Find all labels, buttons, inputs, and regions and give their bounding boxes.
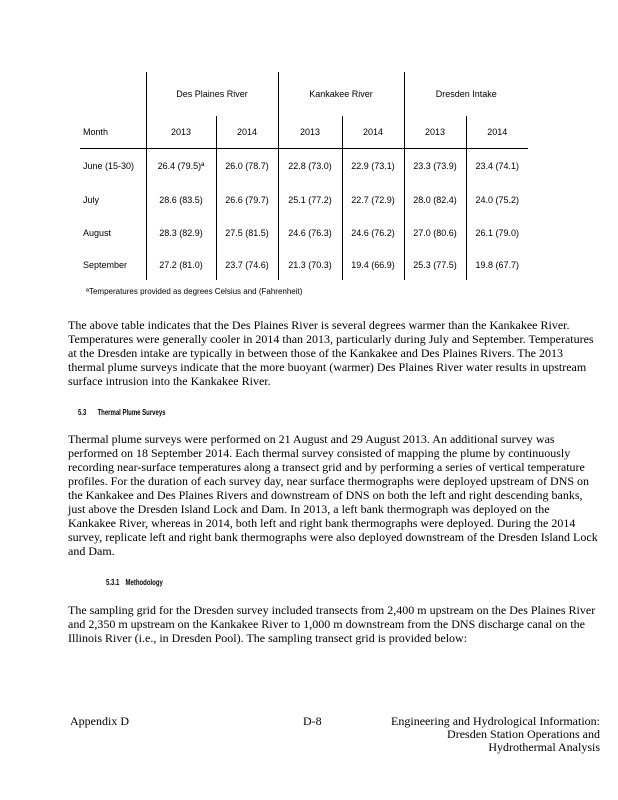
section-number: 5.3: [78, 408, 87, 417]
year-header: 2014: [466, 116, 528, 148]
temp-cell: 19.4 (66.9): [342, 250, 404, 280]
temp-cell: 26.1 (79.0): [475, 228, 520, 238]
month-cell: July: [80, 183, 146, 216]
table-group-header-row: [80, 72, 528, 116]
month-cell: June (15-30): [80, 148, 146, 183]
group-header-dresden: Dresden Intake: [435, 89, 497, 99]
temp-cell: 21.3 (70.3): [278, 250, 342, 280]
temperature-table: [80, 72, 528, 280]
temp-cell: 27.5 (81.5): [216, 216, 278, 250]
paragraph-methodology: The sampling grid for the Dresden survey included transects from 2,400 m upstream on the Des Plaines River and 2,350 m upstream on the Kankakee River to 1,000 m downstream from the DNS discharge canal on the Illinois River (i.e., in Dresden Pool). The sampling transect grid is provided below:: [68, 603, 596, 645]
table-row: [80, 183, 528, 216]
temp-cell: 23.7 (74.6): [216, 250, 278, 280]
temp-cell: 23.3 (73.9): [404, 148, 466, 183]
section-heading-5-3: [78, 408, 166, 417]
temp-cell: 27.2 (81.0): [146, 250, 216, 280]
footer-page-number: D-8: [303, 714, 322, 728]
table-row: [80, 148, 528, 183]
table-row: [80, 216, 528, 250]
footer-title-line: Dresden Station Operations and: [447, 727, 600, 741]
year-header: 2014: [216, 116, 278, 148]
temp-cell: 26.4 (79.5)ª: [146, 148, 216, 183]
year-header: 2013: [146, 116, 216, 148]
table-row: [80, 250, 528, 280]
temp-cell: 23.4 (74.1): [475, 160, 520, 171]
paragraph-river-comparison: The above table indicates that the Des Plaines River is several degrees warmer than the Kankakee River. Temperatures were generally cooler in 2014 than 2013, particularly during July and September. Temperatures at the Dresden intake are typically in between those of the Kankakee and Des Plaines Rivers. The 2013 thermal plume surveys indicate that the more buoyant (warmer) Des Plaines River water results in upstream surface intrusion into the Kankakee River.: [68, 318, 594, 388]
temp-cell: 27.0 (80.6): [404, 216, 466, 250]
group-header-des-plaines: Des Plaines River: [146, 72, 278, 116]
temp-cell: 25.1 (77.2): [278, 183, 342, 216]
temp-cell: 24.6 (76.2): [342, 216, 404, 250]
section-heading-5-3-1: [106, 578, 163, 587]
footer-appendix: Appendix D: [70, 714, 129, 728]
temp-cell: 26.0 (78.7): [216, 148, 278, 183]
footer-title-line: Engineering and Hydrological Information:: [391, 714, 600, 728]
footer-document-title: [391, 715, 600, 754]
temp-cell: 28.0 (82.4): [404, 183, 466, 216]
year-header: 2013: [404, 116, 466, 148]
temp-cell: 28.3 (82.9): [146, 216, 216, 250]
footer-title-line: Hydrothermal Analysis: [488, 740, 600, 754]
temp-cell: 22.8 (73.0): [278, 148, 342, 183]
month-cell: August: [80, 216, 146, 250]
temp-cell: 26.6 (79.7): [216, 183, 278, 216]
year-header: 2013: [278, 116, 342, 148]
section-number: 5.3.1: [106, 578, 120, 587]
paragraph-thermal-surveys: Thermal plume surveys were performed on 21 August and 29 August 2013. An additional survey was performed on 18 September 2014. Each thermal survey consisted of mapping the plume by continuously recording near-surface temperatures along a transect grid and by performing a series of vertical temperature profiles. For the duration of each survey day, near surface thermographs were deployed upstream of DNS on the Kankakee and Des Plaines Rivers and downstream of DNS on both the left and right descending banks, just above the Dresden Island Lock and Dam. In 2013, a left bank thermograph was deployed on the Kankakee River, whereas in 2014, both left and right bank thermographs were deployed. During the 2014 survey, replicate left and right bank thermographs were also deployed downstream of the Dresden Island Lock and Dam.: [68, 432, 598, 558]
table-footnote: ªTemperatures provided as degrees Celsius and (Fahrenheit): [86, 287, 303, 296]
table-year-header-row: [80, 116, 528, 148]
year-header: 2014: [342, 116, 404, 148]
temp-cell: 22.9 (73.1): [342, 148, 404, 183]
section-title: Thermal Plume Surveys: [97, 408, 166, 417]
temp-cell: 19.8 (67.7): [475, 260, 520, 270]
section-title: Methodology: [125, 578, 163, 587]
group-header-kankakee: Kankakee River: [278, 72, 404, 116]
temp-cell: 24.6 (76.3): [278, 216, 342, 250]
temp-cell: 25.3 (77.5): [404, 250, 466, 280]
month-cell: September: [80, 250, 146, 280]
temp-cell: 28.6 (83.5): [146, 183, 216, 216]
temp-cell: 24.0 (75.2): [475, 194, 520, 205]
temp-cell: 22.7 (72.9): [342, 183, 404, 216]
month-header: Month: [80, 116, 146, 148]
